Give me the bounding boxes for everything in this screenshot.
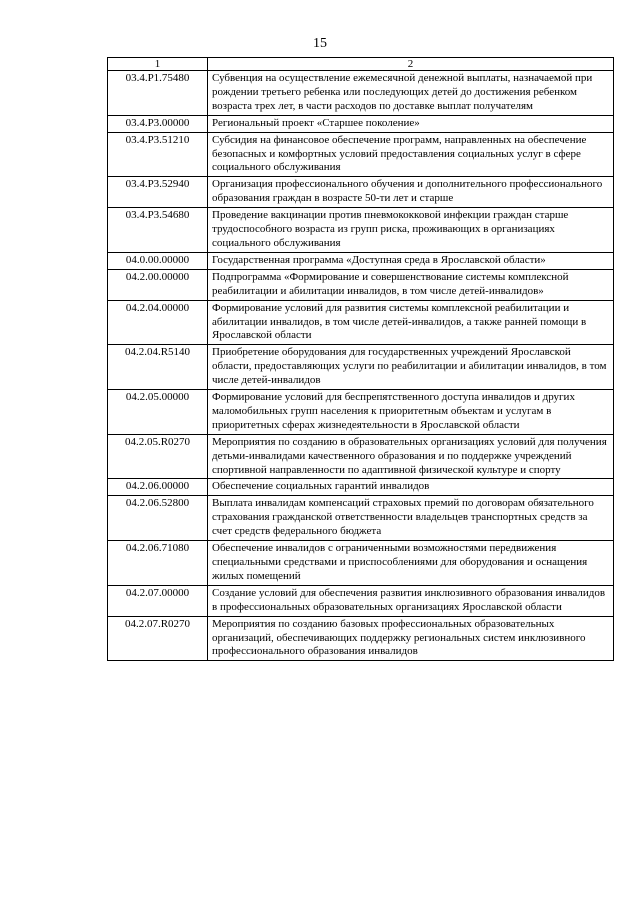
table-row <box>108 177 614 208</box>
row-code: 04.2.05.R0270 <box>108 434 208 479</box>
row-code: 03.4.P3.54680 <box>108 208 208 253</box>
table-row <box>108 300 614 345</box>
row-name: Выплата инвалидам компенсаций страховых премий по договорам обязательного страхования гражданской ответственности владельцев транспортных средств за счет средств федерального бюджета <box>208 496 614 541</box>
row-name: Формирование условий для развития системы комплексной реабилитации и абилитации инвалидов, в том числе детей-инвалидов, а также ранней помощи в Ярославской области <box>208 300 614 345</box>
row-code: 04.0.00.00000 <box>108 252 208 269</box>
column-header-1: 1 <box>108 58 208 71</box>
row-code: 04.2.00.00000 <box>108 269 208 300</box>
row-code: 03.4.P3.51210 <box>108 132 208 177</box>
row-code: 04.2.06.00000 <box>108 479 208 496</box>
page-number: 15 <box>313 36 327 51</box>
column-header-2: 2 <box>208 58 614 71</box>
table-row <box>108 345 614 390</box>
table-row <box>108 434 614 479</box>
row-name: Субсидия на финансовое обеспечение программ, направленных на обеспечение безопасных и комфортных условий предоставления социальных услуг в сфере социального обслуживания <box>208 132 614 177</box>
row-code: 04.2.05.00000 <box>108 390 208 435</box>
table-row <box>108 616 614 661</box>
row-code: 04.2.07.00000 <box>108 585 208 616</box>
table-row <box>108 496 614 541</box>
row-name: Обеспечение инвалидов с ограниченными возможностями передвижения специальными средствами и приспособлениями для оборудования и оснащения жилых помещений <box>208 541 614 586</box>
row-code: 04.2.04.00000 <box>108 300 208 345</box>
row-name: Подпрограмма «Формирование и совершенствование системы комплексной реабилитации и абилитации инвалидов, в том числе детей-инвалидов» <box>208 269 614 300</box>
table-row <box>108 390 614 435</box>
row-code: 04.2.06.71080 <box>108 541 208 586</box>
budget-classification-table <box>107 57 614 661</box>
row-name: Государственная программа «Доступная среда в Ярославской области» <box>208 252 614 269</box>
table-row <box>108 479 614 496</box>
row-code: 03.4.P3.00000 <box>108 115 208 132</box>
row-code: 03.4.P1.75480 <box>108 71 208 116</box>
table-row <box>108 541 614 586</box>
table-row <box>108 71 614 116</box>
row-name: Приобретение оборудования для государственных учреждений Ярославской области, предоставляющих услуги по реабилитации и абилитации инвалидов, в том числе детей-инвалидов <box>208 345 614 390</box>
table-row <box>108 585 614 616</box>
row-code: 03.4.P3.52940 <box>108 177 208 208</box>
table-row <box>108 252 614 269</box>
row-name: Организация профессионального обучения и дополнительного профессионального образования граждан в возрасте 50-ти лет и старше <box>208 177 614 208</box>
row-name: Создание условий для обеспечения развития инклюзивного образования инвалидов в профессиональных образовательных организациях Ярославской области <box>208 585 614 616</box>
row-code: 04.2.07.R0270 <box>108 616 208 661</box>
row-name: Формирование условий для беспрепятственного доступа инвалидов и других маломобильных групп населения к приоритетным объектам и услугам в приоритетных сферах жизнедеятельности в Ярославской области <box>208 390 614 435</box>
row-name: Субвенция на осуществление ежемесячной денежной выплаты, назначаемой при рождении третьего ребенка или последующих детей до достижения ребенком возраста трех лет, в части расходов по доставке выплат получателям <box>208 71 614 116</box>
table-header-row <box>108 58 614 71</box>
table-row <box>108 132 614 177</box>
row-code: 04.2.04.R5140 <box>108 345 208 390</box>
table-row <box>108 208 614 253</box>
row-name: Региональный проект «Старшее поколение» <box>208 115 614 132</box>
row-code: 04.2.06.52800 <box>108 496 208 541</box>
table-row <box>108 115 614 132</box>
row-name: Обеспечение социальных гарантий инвалидов <box>208 479 614 496</box>
row-name: Мероприятия по созданию базовых профессиональных образовательных организаций, обеспечивающих поддержку региональных систем инклюзивного профессионального образования инвалидов <box>208 616 614 661</box>
row-name: Мероприятия по созданию в образовательных организациях условий для получения детьми-инвалидами качественного образования и по поддержке учреждений спортивной направленности по адаптивной физической культуре и спорту <box>208 434 614 479</box>
table-row <box>108 269 614 300</box>
row-name: Проведение вакцинации против пневмококковой инфекции граждан старше трудоспособного возраста из групп риска, проживающих в организациях социального обслуживания <box>208 208 614 253</box>
